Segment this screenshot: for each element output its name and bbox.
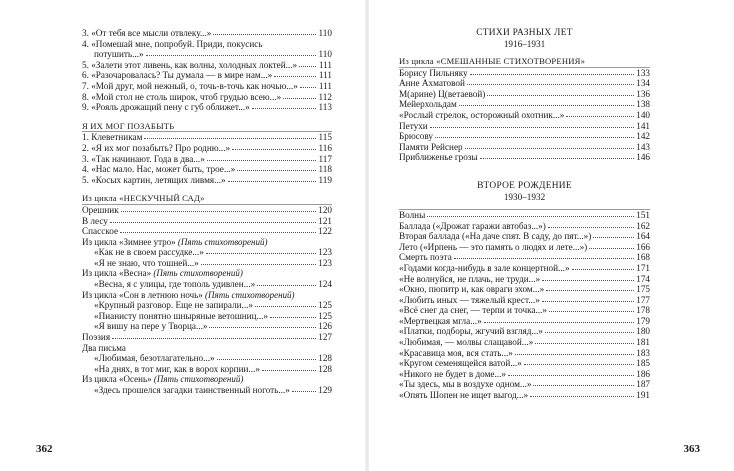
dot-leader	[470, 68, 634, 75]
dot-leader	[237, 164, 316, 171]
right-toc-column	[399, 28, 650, 401]
toc-page-number: 143	[636, 141, 650, 152]
toc-entry-title: 3. «Так начинают. Года в два...»	[82, 153, 205, 164]
toc-entry	[399, 131, 650, 142]
toc-entry-title: «Окно, пюпитр и, как овраги эхом...»	[399, 284, 545, 295]
toc-entry	[399, 326, 650, 337]
toc-page-number: 125	[318, 300, 332, 311]
dot-leader	[207, 154, 316, 161]
dot-leader	[121, 205, 316, 212]
toc-entry	[82, 226, 332, 237]
toc-entry	[399, 284, 650, 295]
dot-leader	[508, 369, 634, 376]
toc-page-number: 133	[636, 67, 650, 78]
dot-leader	[542, 274, 634, 281]
toc-entry-title: Орешник	[82, 204, 119, 215]
toc-entry	[82, 321, 332, 332]
dot-leader	[566, 110, 634, 117]
toc-entry	[82, 70, 332, 81]
dot-leader	[112, 332, 316, 339]
toc-page-number: 128	[318, 363, 332, 374]
section-heading: Из цикла «НЕСКУЧНЫЙ САД»	[82, 193, 205, 204]
page-number: 362	[36, 443, 53, 455]
toc-entry	[82, 154, 332, 165]
dot-leader	[435, 131, 634, 138]
section-heading: Я ИХ МОГ ПОЗАБЫТЬ	[82, 120, 175, 131]
toc-entry-title: 8. «Мой стол не столь широк, чтоб грудью всею...»	[82, 91, 282, 102]
dot-leader	[201, 258, 316, 265]
toc-page-number: 179	[636, 315, 650, 326]
toc-entry	[399, 263, 650, 274]
toc-page-number: 124	[318, 279, 332, 290]
toc-entry-title: «Любимая, — молвы слащавой...»	[399, 337, 534, 348]
toc-page-number: 164	[636, 231, 650, 242]
toc-entry	[399, 210, 650, 221]
toc-page-number: 140	[636, 109, 650, 120]
dot-leader	[217, 353, 316, 360]
toc-entry	[399, 348, 650, 359]
toc-entry-title: 7. «Мой друг, мой нежный, о, точь-в-точь как ночью...»	[82, 80, 298, 91]
toc-page-number: 151	[636, 209, 650, 220]
toc-page-number: 168	[636, 252, 650, 263]
toc-entry-title: Лето («Ирпень — это память о людях и лете...»)	[399, 241, 588, 252]
toc-entry	[399, 231, 650, 242]
toc-entry	[82, 332, 332, 343]
toc-page-number: 121	[318, 215, 332, 226]
toc-page-number: 171	[636, 262, 650, 273]
toc-entry-title: 5. «Косых картин, летящих ливмя...»	[82, 174, 226, 185]
toc-entry-title: 1. Клеветникам	[82, 132, 143, 143]
dot-leader	[270, 311, 316, 318]
dot-leader	[593, 231, 634, 238]
toc-entry-title: Приближенье грозы	[399, 152, 478, 163]
toc-entry	[82, 143, 332, 154]
toc-entry-title: 2. «Я их мог позабыть? Про родню...»	[82, 142, 231, 153]
toc-page-number: 115	[318, 132, 332, 143]
dot-leader	[427, 210, 634, 217]
toc-entry	[399, 252, 650, 263]
toc-entry-title: М(арине) Ц(ветаевой)	[399, 88, 486, 99]
toc-entry	[399, 316, 650, 327]
toc-entry	[82, 385, 332, 396]
toc-entry-title: потушить...»	[94, 49, 144, 60]
toc-entry	[82, 102, 332, 113]
toc-entry	[82, 60, 332, 71]
dot-leader	[300, 81, 316, 88]
toc-entry	[82, 164, 332, 175]
toc-entry	[399, 68, 650, 79]
toc-entry-title: 4. «Помешай мне, попробуй. Приди, покусись	[82, 38, 263, 49]
toc-entry	[82, 300, 332, 311]
dot-leader	[465, 142, 634, 149]
toc-page-number: 113	[318, 102, 332, 113]
toc-entry-title: Петухи	[399, 120, 428, 131]
toc-entry	[399, 142, 650, 153]
dot-leader	[549, 305, 634, 312]
toc-page-number: 123	[318, 247, 332, 258]
toc-page-number: 187	[636, 379, 650, 390]
dot-leader	[548, 221, 634, 228]
toc-entry-title: «Мертвецкая мгла...»	[399, 315, 482, 326]
toc-entry	[399, 379, 650, 390]
toc-entry-title: «Любимая, безотлагательно...»	[94, 353, 215, 364]
toc-entry	[399, 89, 650, 100]
toc-page-number: 141	[636, 120, 650, 131]
toc-entry	[399, 99, 650, 110]
toc-page-number: 185	[636, 358, 650, 369]
toc-entry-title: «На днях, в тот миг, как в ворох корпии...»	[94, 363, 260, 374]
toc-entry	[82, 353, 332, 364]
toc-page-number: 166	[636, 241, 650, 252]
toc-entry-title: Спасское	[82, 226, 119, 237]
toc-page-number: 180	[636, 326, 650, 337]
dot-leader	[530, 390, 634, 397]
toc-entry	[82, 216, 332, 227]
toc-page-number: 175	[636, 284, 650, 295]
toc-page-number: 128	[318, 353, 332, 364]
toc-entry-title: «Весна, я с улицы, где тополь удивлен...»	[94, 279, 256, 290]
toc-entry-title: «Я вишу на пере у Творца...»	[94, 321, 208, 332]
toc-entry-title: «Не волнуйся, не плачь, не труди...»	[399, 273, 541, 284]
dot-leader	[146, 49, 316, 56]
toc-entry	[82, 49, 332, 60]
toc-entry-title: «Здесь прошелся загадки таинственный ноготь...»	[94, 385, 290, 395]
dot-leader	[228, 175, 316, 182]
toc-page-number: 138	[636, 99, 650, 110]
toc-entry	[399, 274, 650, 285]
toc-page-number: 111	[318, 59, 332, 70]
section-heading: Из цикла «СМЕШАННЫЕ СТИХОТВОРЕНИЯ»	[399, 56, 586, 66]
section-years: 1916–1931	[503, 39, 546, 49]
toc-entry	[399, 121, 650, 132]
toc-page-number: 122	[318, 226, 332, 237]
toc-entry	[82, 311, 332, 322]
toc-entry	[399, 221, 650, 232]
toc-page-number: 129	[318, 385, 332, 395]
toc-entry-title: «Платки, подборы, жгучий взгляд...»	[399, 326, 543, 337]
toc-entry-title: Мейерхольдам	[399, 99, 457, 110]
toc-page-number: 178	[636, 305, 650, 316]
dot-leader	[257, 279, 316, 286]
toc-entry-title: 9. «Рояль дрожащий пену с губ оближет...»	[82, 102, 250, 113]
toc-page-number: 146	[636, 152, 650, 163]
right-page	[367, 0, 734, 471]
dot-leader	[283, 92, 316, 99]
dot-leader	[232, 143, 316, 150]
toc-page-number: 126	[318, 321, 332, 332]
toc-entry-title: Анне Ахматовой	[399, 78, 465, 89]
dot-leader	[487, 89, 634, 96]
toc-entry	[82, 364, 332, 375]
toc-page-number: 116	[318, 142, 332, 153]
dot-leader	[480, 152, 634, 159]
toc-entry-title: «Пианисту понятно шныряные ветошниц...»	[94, 310, 269, 321]
toc-entry	[82, 258, 332, 269]
dot-leader	[292, 385, 316, 392]
toc-entry	[399, 78, 650, 89]
toc-entry-title: «Я не знаю, что тошней...»	[94, 257, 199, 268]
toc-entry-title: «Как не в своем рассудке...»	[94, 247, 204, 258]
toc-entry-title: «Всё снег да снег, — терпи и точка...»	[399, 305, 548, 316]
cycle-subheading: Из цикла «Сон в летнюю ночь» (Пять стихотворений)	[82, 289, 295, 300]
toc-page-number: 127	[318, 332, 332, 343]
left-toc-column	[82, 28, 332, 396]
toc-page-number: 117	[318, 153, 332, 164]
toc-entry	[82, 205, 332, 216]
toc-entry	[399, 390, 650, 401]
toc-entry-title: Баллада («Дрожат гаражи автобаз...»)	[399, 220, 546, 231]
toc-page-number: 174	[636, 273, 650, 284]
toc-page-number: 181	[636, 337, 650, 348]
toc-entry-title: «Опять Шопен не ищет выгод...»	[399, 390, 529, 401]
toc-entry-title: 4. «Нас мало. Нас, может быть, трое...»	[82, 164, 236, 175]
cycle-subheading: Из цикла «Весна» (Пять стихотворений)	[82, 268, 243, 279]
section-title: ВТОРОЕ РОЖДЕНИЕ	[477, 180, 572, 191]
toc-entry-title: Памяти Рейснер	[399, 141, 463, 152]
toc-page-number: 119	[318, 174, 332, 185]
toc-entry-title: 6. «Разочаровалась? Ты думала — в мире нам...»	[82, 70, 273, 81]
toc-entry	[399, 358, 650, 369]
dot-leader	[542, 295, 634, 302]
toc-entry-title: Брюсову	[399, 131, 434, 142]
toc-entry	[82, 175, 332, 186]
dot-leader	[120, 226, 316, 233]
toc-entry-title: «Красавица моя, вся стать...»	[399, 347, 513, 358]
toc-page-number: 125	[318, 310, 332, 321]
toc-entry-title: «Годами когда-нибудь в зале концертной...»	[399, 262, 570, 273]
dot-leader	[144, 132, 316, 139]
toc-entry	[82, 28, 332, 39]
toc-entry	[399, 337, 650, 348]
toc-entry	[82, 247, 332, 258]
section-years: 1930–1932	[503, 191, 546, 202]
dot-leader	[274, 70, 316, 77]
toc-entry-title: Вторая баллада («На даче спят. В саду, до пят...»)	[399, 231, 592, 242]
toc-entry-title: Смерть поэта	[399, 252, 452, 263]
toc-page-number: 111	[318, 70, 332, 81]
dot-leader	[299, 60, 316, 67]
toc-entry-title: Поэзия	[82, 332, 111, 343]
toc-entry-title: В лесу	[82, 215, 108, 226]
toc-entry-title: 3. «От тебя все мысли отвлеку...»	[82, 28, 212, 38]
dot-leader	[262, 364, 316, 371]
dot-leader	[454, 252, 634, 259]
toc-entry	[399, 295, 650, 306]
toc-entry	[399, 369, 650, 380]
toc-page-number: 183	[636, 347, 650, 358]
toc-entry-title: «Любить иных — тяжелый крест...»	[399, 294, 540, 305]
cycle-subheading: Два письма	[82, 342, 126, 353]
dot-leader	[110, 216, 316, 223]
toc-entry	[82, 279, 332, 290]
toc-entry	[82, 81, 332, 92]
dot-leader	[209, 321, 316, 328]
toc-page-number: 118	[318, 164, 332, 175]
toc-entry	[399, 242, 650, 253]
toc-entry-title: Волны	[399, 209, 426, 220]
toc-page-number: 177	[636, 294, 650, 305]
toc-entry-title: «Никого не будет в доме...»	[399, 368, 506, 379]
toc-entry-title: «Рослый стрелок, осторожный охотник...»	[399, 109, 565, 120]
toc-entry-title: 5. «Залети этот ливень, как волны, холодных локтей...»	[82, 59, 298, 70]
section-title: СТИХИ РАЗНЫХ ЛЕТ	[476, 28, 573, 38]
dot-leader	[484, 316, 634, 323]
dot-leader	[255, 300, 316, 307]
toc-page-number: 134	[636, 78, 650, 89]
cycle-subheading: Из цикла «Осень» (Пять стихотворений)	[82, 374, 244, 385]
dot-leader	[572, 263, 634, 270]
toc-page-number: 186	[636, 368, 650, 379]
toc-page-number: 191	[636, 390, 650, 401]
dot-leader	[252, 102, 316, 109]
toc-entry	[82, 132, 332, 143]
dot-leader	[589, 242, 634, 249]
dot-leader	[430, 121, 634, 128]
toc-entry	[399, 152, 650, 163]
toc-entry-title: Борису Пильняку	[399, 67, 468, 78]
dot-leader	[533, 379, 634, 386]
toc-entry	[82, 92, 332, 103]
toc-page-number: 111	[318, 80, 332, 91]
dot-leader	[546, 284, 634, 291]
cycle-subheading: Из цикла «Зимнее утро» (Пять стихотворений)	[82, 236, 268, 247]
toc-entry	[399, 110, 650, 121]
dot-leader	[524, 358, 634, 365]
toc-page-number: 136	[636, 88, 650, 99]
page-number: 363	[683, 443, 700, 455]
dot-leader	[545, 326, 634, 333]
toc-page-number: 142	[636, 131, 650, 142]
toc-entry	[82, 39, 332, 50]
dot-leader	[467, 78, 634, 85]
toc-entry-title: «Ты здесь, мы в воздухе одном...»	[399, 379, 532, 390]
dot-leader	[515, 348, 634, 355]
toc-page-number: 110	[318, 49, 332, 60]
dot-leader	[213, 28, 316, 35]
dot-leader	[535, 337, 634, 344]
toc-page-number: 110	[318, 28, 332, 38]
dot-leader	[206, 247, 316, 254]
dot-leader	[459, 99, 634, 106]
toc-page-number: 120	[318, 204, 332, 215]
toc-entry-title: «Кругом семенящейся ватой...»	[399, 358, 522, 369]
toc-entry-title: «Крупный разговор. Еще не запирали...»	[94, 300, 254, 311]
toc-page-number: 112	[318, 91, 332, 102]
toc-entry	[399, 305, 650, 316]
toc-page-number: 162	[636, 220, 650, 231]
toc-page-number: 123	[318, 257, 332, 268]
